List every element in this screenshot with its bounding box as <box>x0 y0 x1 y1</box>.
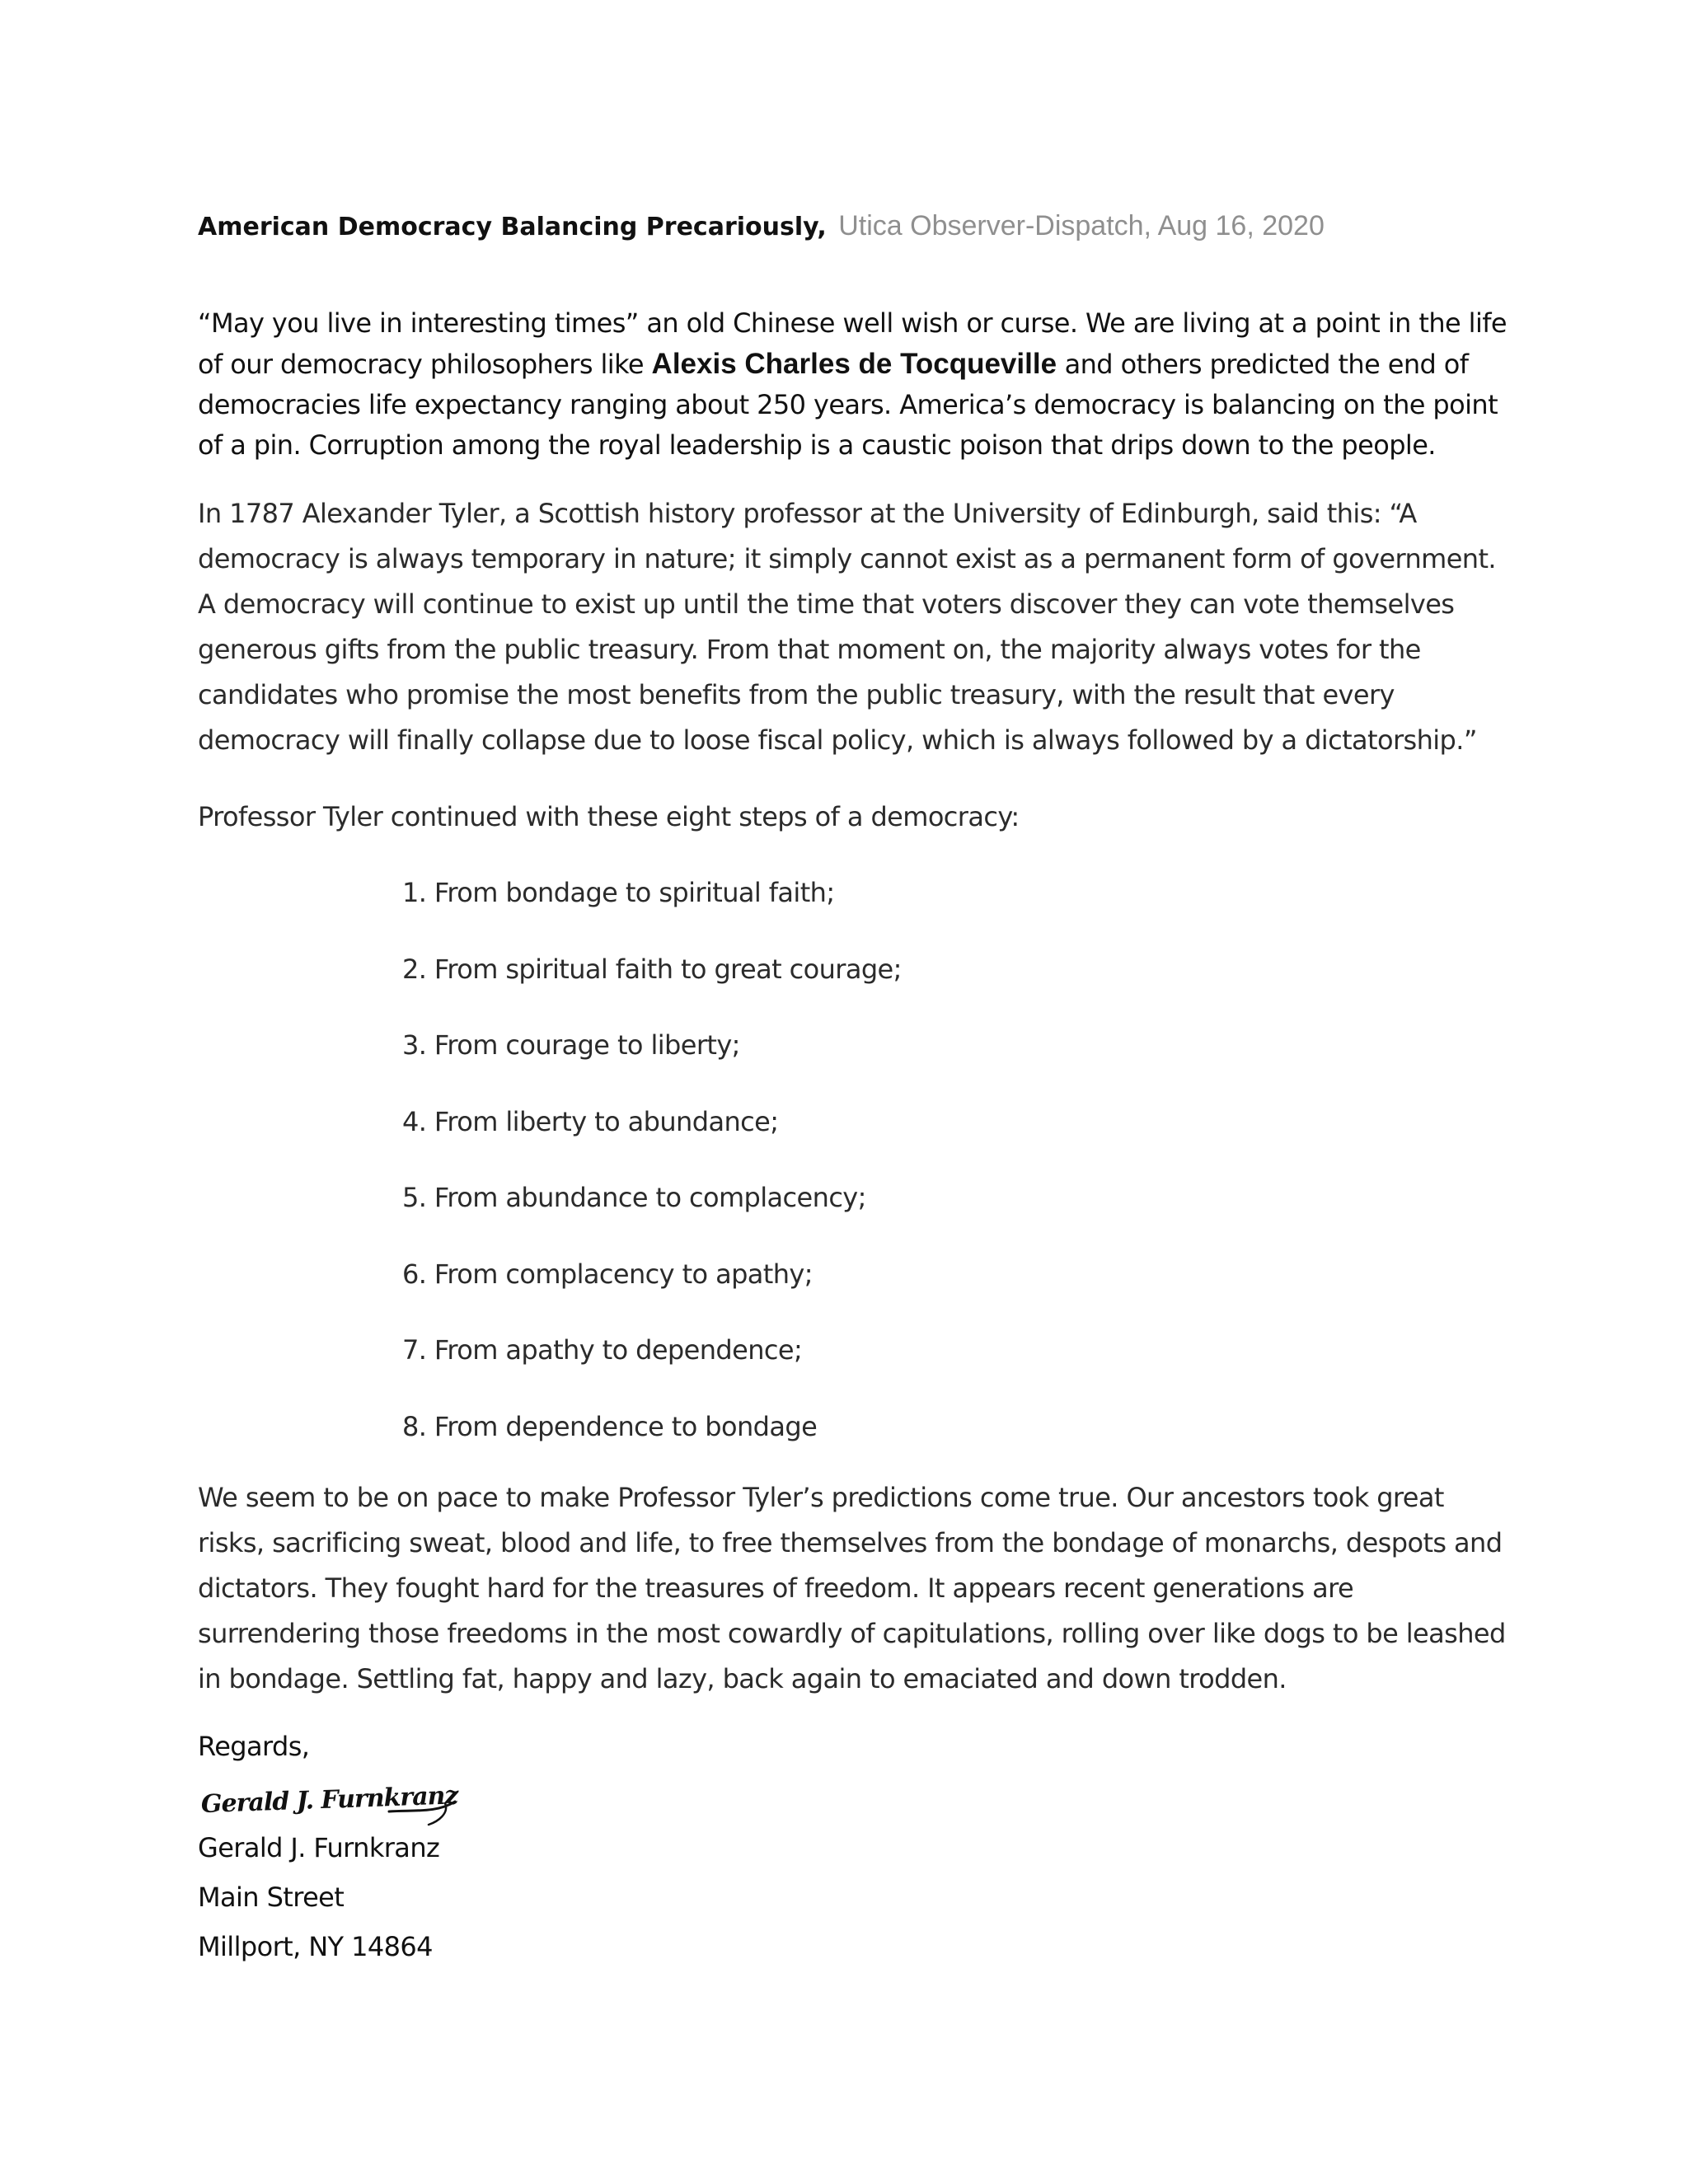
signoff: Regards, <box>198 1731 310 1762</box>
step-item: 8. From dependence to bondage <box>402 1410 818 1442</box>
intro-text-before: “May you live in interesting times” an old Chinese well wish or curse. We are living at a point in the life of our democracy philosophers like <box>198 307 1507 380</box>
intro-text-after: and others predicted the end of democracies life expectancy ranging about 250 years. America’s democracy is balancing on the point of a pin. Corruption among the royal leadership is a caustic poison that drips down to the people. <box>198 349 1498 461</box>
closing-paragraph: We seem to be on pace to make Professor Tyler’s predictions come true. Our ancestors took great risks, sacrificing sweat, blood and life, to free themselves from the bondage of monarchs, despots and dictators. They fought hard for the treasures of freedom. It appears recent generations are surrendering those freedoms in the most cowardly of capitulations, rolling over like dogs to be leashed in bondage. Settling fat, happy and lazy, back again to emaciated and down trodden. <box>198 1482 1506 1694</box>
svg-text:Gerald J. Furnkranz: Gerald J. Furnkranz <box>200 1781 458 1820</box>
sender-street: Main Street <box>198 1882 345 1913</box>
sender-city: Millport, NY 14864 <box>198 1931 433 1962</box>
step-item: 2. From spiritual faith to great courage; <box>402 953 902 985</box>
sender-name: Gerald J. Furnkranz <box>198 1832 440 1863</box>
step-item: 6. From complacency to apathy; <box>402 1258 813 1290</box>
intro-paragraph <box>198 303 1517 466</box>
step-item: 7. From apathy to dependence; <box>402 1334 803 1366</box>
tyler-quote-paragraph: In 1787 Alexander Tyler, a Scottish history professor at the University of Edinburgh, said this: “A democracy is always temporary in nature; it simply cannot exist as a permanent form of government. A democracy will continue to exist up until the time that voters discover they can vote themselves generous gifts from the public treasury. From that moment on, the majority always votes for the candidates who promise the most benefits from the public treasury, with the result that every democracy will finally collapse due to loose fiscal policy, which is always followed by a dictatorship.” <box>198 498 1496 756</box>
intro-bold-name: Alexis Charles de Tocqueville <box>651 348 1057 380</box>
headline-title: American Democracy Balancing Precariously, <box>198 213 827 241</box>
step-item: 1. From bondage to spiritual faith; <box>402 877 835 908</box>
headline <box>198 208 1517 250</box>
steps-intro: Professor Tyler continued with these eight steps of a democracy: <box>198 801 1020 832</box>
step-item: 3. From courage to liberty; <box>402 1029 740 1061</box>
step-item: 5. From abundance to complacency; <box>402 1182 866 1213</box>
step-item: 4. From liberty to abundance; <box>402 1105 779 1137</box>
headline-source: Utica Observer-Dispatch, Aug 16, 2020 <box>838 210 1325 241</box>
democracy-steps-list <box>402 872 1309 1482</box>
sender-address <box>198 1823 439 1971</box>
